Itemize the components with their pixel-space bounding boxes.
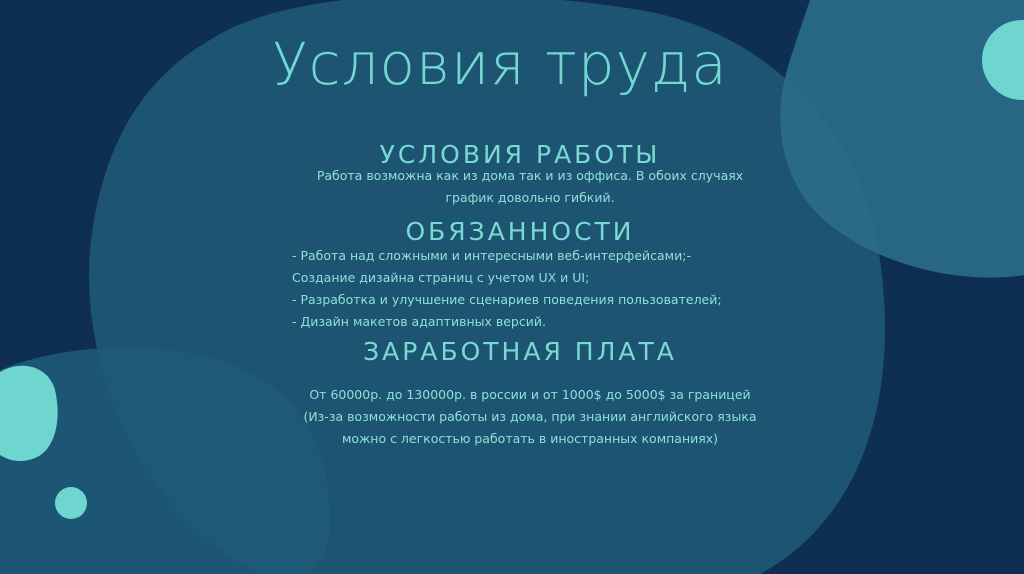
- text-line: От 60000р. до 130000р. в россии и от 1000$ до 5000$ за границей: [309, 387, 751, 402]
- text-line: - Работа над сложными и интересными веб-интерфейсами;-: [292, 248, 691, 263]
- text-line: (Из-за возможности работы из дома, при знании английского языка: [303, 409, 757, 424]
- section-heading-salary: ЗАРАБОТНАЯ ПЛАТА: [363, 337, 677, 366]
- slide-title: Условия труда: [272, 30, 728, 98]
- text-line: - Разработка и улучшение сценариев поведения пользователей;: [292, 292, 722, 307]
- section-text-duties: [292, 245, 772, 333]
- text-line: можно с легкостью работать в иностранных компаниях): [341, 431, 719, 446]
- text-line: - Дизайн макетов адаптивных версий.: [292, 314, 546, 329]
- section-text-work-conditions: [270, 165, 790, 209]
- text-line: Работа возможна как из дома так и из оффиса. В обоих случаях: [316, 168, 744, 183]
- text-line: Создание дизайна страниц с учетом UX и UI;: [292, 270, 590, 285]
- section-heading-work-conditions: УСЛОВИЯ РАБОТЫ: [379, 140, 661, 169]
- section-heading-duties: ОБЯЗАННОСТИ: [405, 217, 635, 246]
- text-line: график довольно гибкий.: [445, 190, 615, 205]
- section-text-salary: [260, 384, 800, 450]
